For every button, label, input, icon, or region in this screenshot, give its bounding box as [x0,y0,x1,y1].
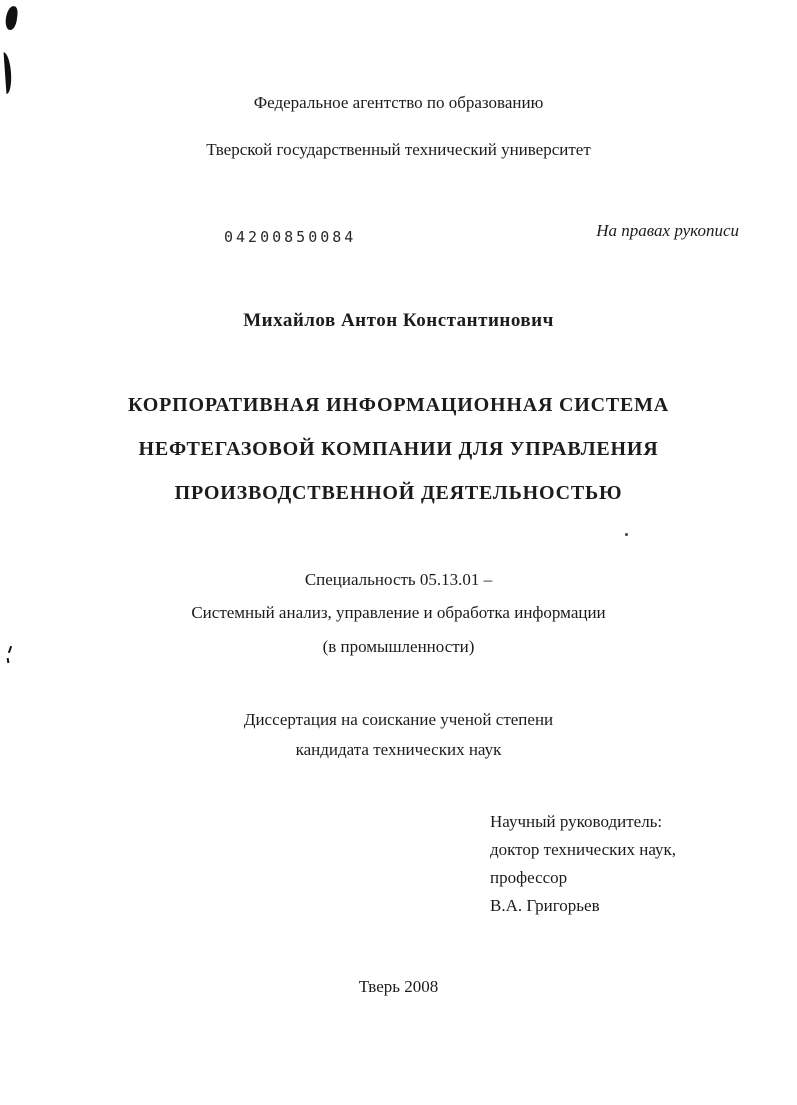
manuscript-note: На правах рукописи [596,221,739,240]
supervisor-degree: доктор технических наук, [490,840,677,859]
degree-statement-line-2: кандидата технических наук [295,740,502,759]
scan-artifact-ink-stroke [4,52,13,94]
scan-artifact-dot [625,533,628,536]
dissertation-title-line-2: НЕФТЕГАЗОВОЙ КОМПАНИИ ДЛЯ УПРАВЛЕНИЯ [138,438,659,460]
author-name: Михайлов Антон Константинович [243,310,554,331]
degree-statement-line-1: Диссертация на соискание ученой степени [243,710,554,729]
scan-artifact-tick [7,658,10,663]
city-year: Тверь 2008 [358,977,439,996]
speciality-field: (в промышленности) [322,637,475,656]
scan-artifact-ink-blob [4,5,18,30]
speciality-name: Системный анализ, управление и обработка информации [191,603,606,622]
catalog-number: 04200850084 [224,228,357,246]
agency-name: Федеральное агентство по образованию [253,93,544,112]
speciality-code: Специальность 05.13.01 – [304,570,493,589]
dissertation-title-line-3: ПРОИЗВОДСТВЕННОЙ ДЕЯТЕЛЬНОСТЬЮ [174,482,623,504]
supervisor-block [490,808,676,920]
supervisor-label: Научный руководитель: [490,812,663,831]
supervisor-rank: профессор [490,868,568,887]
university-name: Тверской государственный технический университет [206,140,591,159]
supervisor-name: В.А. Григорьев [490,896,600,915]
dissertation-title-line-1: КОРПОРАТИВНАЯ ИНФОРМАЦИОННАЯ СИСТЕМА [127,394,670,416]
